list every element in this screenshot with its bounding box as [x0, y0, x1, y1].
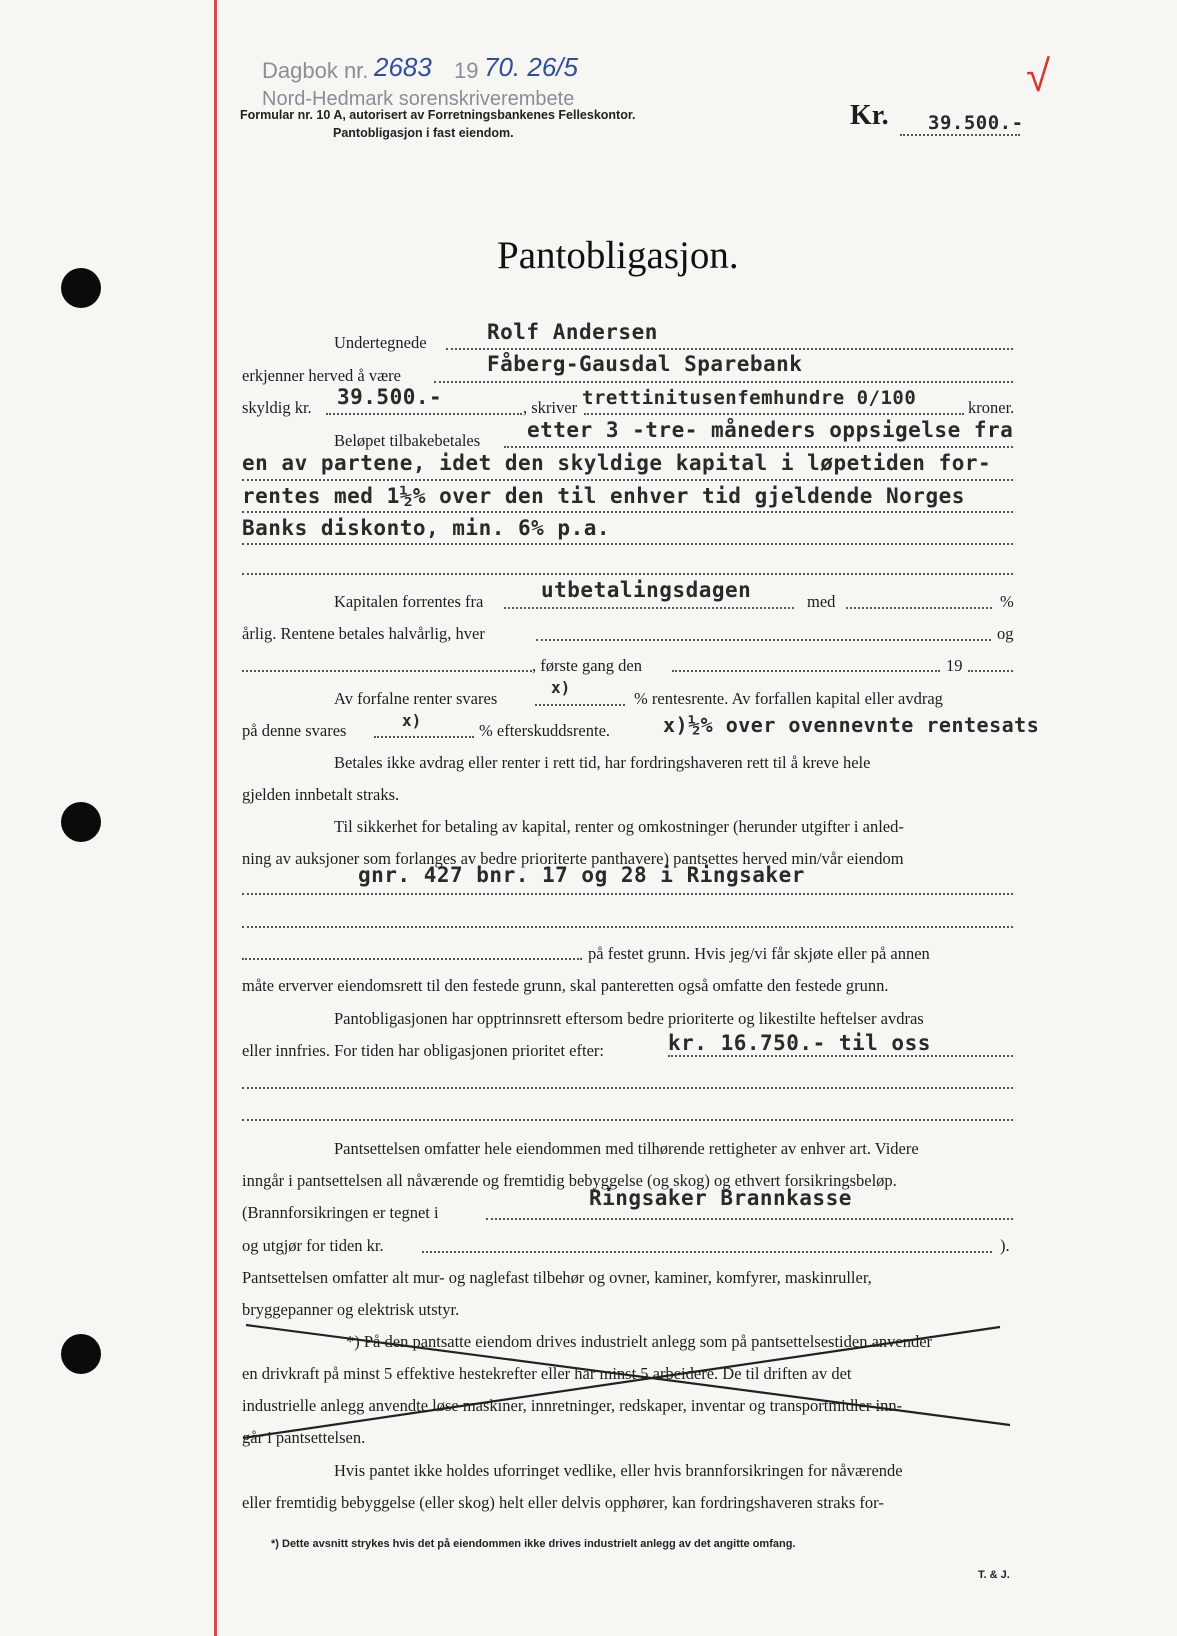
paragraph-text: en drivkraft på minst 5 effektive hestekrefter eller har minst 5 arbeidere. De til driften av det — [242, 1364, 852, 1383]
skyldig-label: skyldig kr. — [242, 398, 312, 417]
paragraph-text: på festet grunn. Hvis jeg/vi får skjøte eller på annen — [588, 944, 930, 963]
belopet-label: Beløpet tilbakebetales — [334, 431, 481, 450]
kapitalen-label: Kapitalen forrentes fra — [334, 592, 484, 611]
paragraph-text: Til sikkerhet for betaling av kapital, renter og omkostninger (herunder utgifter i anled- — [334, 817, 904, 836]
formular-line2: Pantobligasjon i fast eiendom. — [333, 126, 514, 140]
med-label: med — [807, 592, 836, 611]
skyldig-value: 39.500.- — [337, 385, 443, 409]
paragraph-text: industrielle anlegg anvendte løse maskiner, innretninger, redskaper, inventar og transportmidler inn- — [242, 1396, 903, 1415]
paragraph-text: (Brannforsikringen er tegnet i — [242, 1203, 439, 1222]
paragraph-text: inngår i pantsettelsen all nåværende og fremtidig bebyggelse (og skog) og ethvert forsikringsbeløp. — [242, 1171, 897, 1190]
paragraph-text: Pantsettelsen omfatter alt mur- og naglefast tilbehør og ovner, kaminer, komfyrer, maskinruller, — [242, 1268, 872, 1287]
belopet-line4: Banks diskonto, min. 6% p.a. — [242, 516, 611, 540]
undertegnede-value: Rolf Andersen — [487, 320, 658, 344]
forfalne-label: Av forfalne renter svares — [334, 689, 498, 708]
paragraph-text: går i pantsettelsen. — [242, 1428, 366, 1447]
year19-label: 19 — [946, 656, 963, 675]
footnote: *) Dette avsnitt strykes hvis det på eiendommen ikke drives industrielt anlegg av det angitte omfang. — [271, 1538, 796, 1550]
skriver-label: , skriver — [523, 398, 578, 417]
kr-amount: 39.500.- — [928, 112, 1024, 134]
undertegnede-label: Undertegnede — [334, 333, 427, 352]
paragraph-text: måte erverver eiendomsrett til den festede grunn, skal panteretten også omfatte den festede grunn. — [242, 976, 889, 995]
stamp-year-prefix: 19 — [454, 58, 479, 83]
belopet-line2: en av partene, idet den skyldige kapital i løpetiden for- — [242, 451, 992, 475]
efterskudd-label: % efterskuddsrente. — [479, 721, 611, 740]
efterskudd-value: x)½% over ovennevnte rentesats — [663, 713, 1040, 737]
kapitalen-value: utbetalingsdagen — [541, 578, 752, 602]
paragraph-text: eller innfries. For tiden har obligasjonen prioritet efter: — [242, 1041, 604, 1060]
belopet-line1: etter 3 -tre- måneders oppsigelse fra — [527, 418, 1014, 442]
paragraph-text: Pantobligasjonen har opptrinnsrett eftersom bedre prioriterte og likestilte heftelser avdras — [334, 1009, 924, 1028]
percent-label: % — [1000, 592, 1014, 611]
stamp-dagbok-label: Dagbok nr. — [262, 58, 369, 83]
printer-mark: T. & J. — [978, 1569, 1010, 1581]
forfalne-value: x) — [551, 678, 571, 697]
check-mark-icon: √ — [1026, 52, 1051, 101]
dagbok-year-date: 70. 26/5 — [484, 52, 578, 82]
paragraph-text: *) På den pantsatte eiendom drives industrielt anlegg som på pantsettelsestiden anvender — [346, 1332, 933, 1351]
rentesrente-label: % rentesrente. Av forfallen kapital eller avdrag — [634, 689, 943, 708]
paragraph-text: gjelden innbetalt straks. — [242, 785, 400, 804]
paragraph-text: og utgjør for tiden kr. — [242, 1236, 384, 1255]
arlig-label: årlig. Rentene betales halvårlig, hver — [242, 624, 485, 643]
prioritet-value: kr. 16.750.- til oss — [668, 1031, 931, 1055]
paragraph-text: Pantsettelsen omfatter hele eiendommen med tilhørende rettigheter av enhver art. Videre — [334, 1139, 919, 1158]
formular-line1: Formular nr. 10 A, autorisert av Forretningsbankenes Felleskontor. — [240, 108, 636, 122]
dagbok-number: 2683 — [374, 52, 432, 82]
stamp-office: Nord-Hedmark sorenskriverembete — [262, 88, 575, 110]
eiendom-value: gnr. 427 bnr. 17 og 28 i Ringsaker — [358, 863, 805, 887]
belopet-line3: rentes med 1½% over den til enhver tid gjeldende Norges — [242, 484, 965, 508]
close-paren: ). — [1000, 1236, 1010, 1255]
kr-label: Kr. — [850, 100, 889, 131]
brann-value: Ringsaker Brannkasse — [589, 1186, 852, 1210]
paragraph-text: ning av auksjoner som forlanges av bedre prioriterte panthavere) pantsettes herved min/vår eiendom — [242, 849, 904, 868]
denne-value: x) — [402, 711, 422, 730]
erkjenner-label: erkjenner herved å være — [242, 366, 401, 385]
paragraph-text: bryggepanner og elektrisk utstyr. — [242, 1300, 460, 1319]
paragraph-text: Hvis pantet ikke holdes uforringet vedlike, eller hvis brannforsikringen for nåværende — [334, 1461, 903, 1480]
page-title: Pantobligasjon. — [497, 234, 739, 277]
denne-label: på denne svares — [242, 721, 347, 740]
skriver-value: trettinitusenfemhundre 0/100 — [582, 387, 917, 409]
erkjenner-value: Fåberg-Gausdal Sparebank — [487, 352, 803, 376]
paragraph-text: Betales ikke avdrag eller renter i rett tid, har fordringshaveren rett til å kreve hele — [334, 753, 871, 772]
forste-label: , første gang den — [532, 656, 642, 675]
kroner-label: kroner. — [968, 398, 1015, 417]
paragraph-text: eller fremtidig bebyggelse (eller skog) helt eller delvis opphører, kan fordringshaveren straks for- — [242, 1493, 884, 1512]
og-label: og — [997, 624, 1014, 643]
